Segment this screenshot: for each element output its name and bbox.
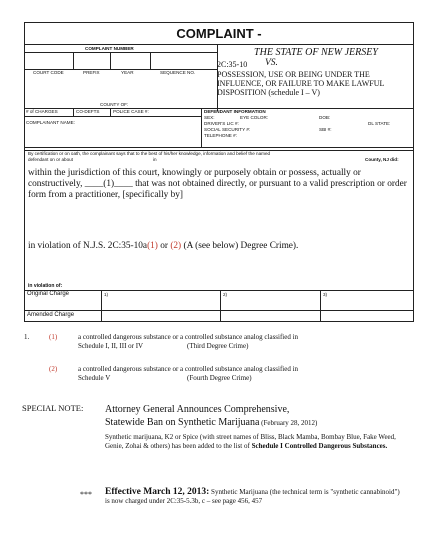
- statute-number: 2C:35-10: [217, 60, 248, 69]
- drivers-lic-label: DRIVER'S LIC #:: [204, 121, 239, 126]
- charge-col-1: 1): [104, 292, 109, 297]
- eye-color-label: EYE COLOR:: [240, 115, 269, 120]
- certification-in: in: [153, 157, 157, 162]
- sequence-label: SEQUENCE NO.: [160, 70, 196, 75]
- note-item-2: [24, 365, 424, 389]
- effective-text: Synthetic Marijuana (the technical term is "synthetic cannabinoid") is now charged under 2C:35-5.3b, c – see page 456, 457: [105, 488, 400, 505]
- note-item-1: [24, 333, 424, 357]
- sbi-label: SBI #:: [319, 127, 332, 132]
- complaint-number-label: COMPLAINT NUMBER: [85, 46, 134, 51]
- complainant-label: COMPLAINANT NAME:: [26, 120, 75, 125]
- certification-county: County, NJ did:: [365, 157, 399, 162]
- court-code-label: COURT CODE: [33, 70, 64, 75]
- violation-one: (1): [147, 241, 158, 251]
- violation-two: (2): [170, 241, 182, 251]
- telephone-label: TELEPHONE #:: [204, 133, 237, 138]
- effective-date: Effective March 12, 2013:: [105, 487, 210, 497]
- dob-label: DOB:: [319, 115, 331, 120]
- certification-date: defendant on or about: [28, 157, 73, 162]
- year-label: YEAR: [121, 70, 134, 75]
- vs-label: VS.: [265, 58, 278, 68]
- note-item-2-paren: (2): [49, 365, 58, 373]
- dl-state-label: DL STATE:: [368, 121, 391, 126]
- effective-note: [105, 488, 405, 506]
- charge-col-2: 2): [223, 292, 228, 297]
- synthetic-marijuana-text: [105, 433, 405, 451]
- note-item-2-schedule: Schedule V: [78, 374, 111, 382]
- note-item-2-text: a controlled dangerous substance or a controlled substance analog classified in: [78, 365, 299, 373]
- note-item-2-degree: (Fourth Degree Crime): [187, 374, 252, 382]
- certification-line: By certification or on oath, the complainant says that to the best of his/her knowledge, information and belief the named: [28, 151, 271, 156]
- in-violation-label: in violation of:: [28, 283, 63, 289]
- violation-statement: [28, 241, 298, 251]
- note-item-1-number: 1.: [24, 333, 30, 341]
- state-line: THE STATE OF NEW JERSEY: [254, 47, 378, 58]
- prefix-label: PREFIX: [83, 70, 100, 75]
- charge-body-text: within the jurisdiction of this court, knowingly or purposely obtain or possess, actually or constructively, ____(1)____ that was not obtained directly, or pursuant to a valid prescription or order form from a practitioner, [specifically by]: [28, 168, 407, 200]
- charge-col-3: 3): [323, 292, 328, 297]
- special-heading-line-2: Statewide Ban on Synthetic Marijuana: [105, 417, 260, 428]
- stars-marker: ***: [80, 490, 92, 499]
- complaint-form: [24, 22, 414, 322]
- synth-body: Synthetic marijuana, K2 or Spice (with street names of Bliss, Black Mamba, Bombay Blue, Fake Weed, Genie, Zohai & others) has been added to the list of: [105, 433, 396, 450]
- violation-prefix: in violation of N.J.S. 2C:35-10a: [28, 241, 148, 251]
- special-note-heading: [105, 403, 425, 430]
- note-item-1-schedule: Schedule I, II, III or IV: [78, 342, 144, 350]
- county-label: COUNTY OF:: [100, 102, 129, 107]
- note-item-1-paren: (1): [49, 333, 58, 341]
- codefts-label: CO-DEFTS: [76, 109, 100, 114]
- sex-label: SEX:: [204, 115, 215, 120]
- original-charge-label: Original Charge: [27, 291, 70, 297]
- note-item-1-text: a controlled dangerous substance or a controlled substance analog classified in: [78, 333, 299, 341]
- charges-label: # of CHARGES: [26, 109, 58, 114]
- violation-or: or: [157, 241, 171, 251]
- synth-bold: Schedule I Controlled Dangerous Substances.: [251, 442, 388, 450]
- special-note-label: SPECIAL NOTE:: [22, 403, 84, 413]
- amended-charge-label: Amended Charge: [27, 312, 75, 318]
- defendant-info-label: DEFENDANT INFORMATION: [204, 109, 266, 114]
- special-heading-line-1: Attorney General Announces Comprehensive,: [105, 404, 290, 415]
- special-heading-date: (February 28, 2012): [259, 419, 318, 427]
- police-case-label: POLICE CASE #:: [113, 109, 149, 114]
- note-item-1-degree: (Third Degree Crime): [187, 342, 249, 350]
- violation-suffix: (A (see below) Degree Crime).: [181, 241, 299, 251]
- offense-description: POSSESSION, USE OR BEING UNDER THE INFLUENCE, OR FAILURE TO MAKE LAWFUL DISPOSITION (schedule I – V): [217, 70, 385, 97]
- form-title: COMPLAINT -: [25, 23, 413, 45]
- ssn-label: SOCIAL SECURITY #:: [204, 127, 251, 132]
